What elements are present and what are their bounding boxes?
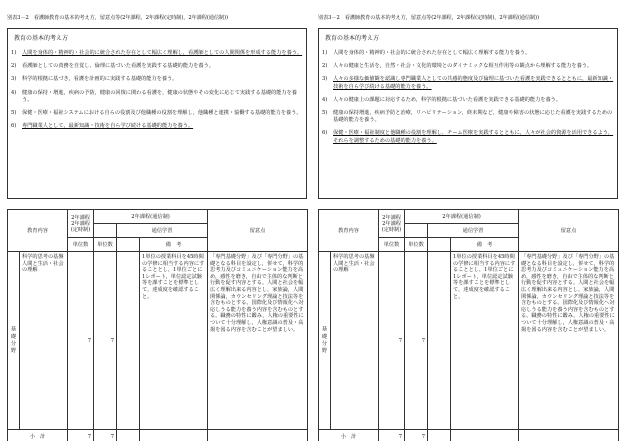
notes-cell: 「専門基礎分野」及び「専門分野」の基礎となる科目を設定し，併せて，科学的思考力及びコミュニケーション能力を高め，感性を磨き，自由で主体的な判断と行動を促す内容とする。人間と社会を幅広く理解出来る内容とし，家族論，人間関係論，カウンセリング理論と技法等を含むものとする。国際化及び情報化へ対応しうる能力を養う内容を含むものとする。職務の特性に鑑み，人権の重要性について十分理解し，人権意識の普及・高揚を図る内容を含むことが望ましい。	[208, 252, 308, 430]
blank-cell	[428, 238, 451, 252]
item-number: 4)	[322, 96, 328, 103]
header-content: 教育内容	[319, 210, 379, 252]
page-title: 別表3－2 看護師教育の基本的考え方，留意点等(2年課程，2年課程(定時制)，2年課程(通信制))	[7, 15, 228, 21]
principle-item	[322, 76, 616, 90]
box-heading: 教育の基本的考え方	[14, 35, 69, 42]
subtotal2-value: 7	[94, 430, 117, 441]
header-sub: 通信学習	[428, 224, 519, 238]
item-text: 人々の健康上の課題に対応するため，科学的根拠に基づいた看護を実践できる基礎的能力を養う。	[333, 96, 562, 103]
item-number: 2)	[322, 63, 328, 70]
principle-item	[322, 110, 616, 124]
box-heading: 教育の基本的考え方	[325, 35, 380, 42]
units2-value: 7	[94, 252, 117, 430]
units2-value: 7	[405, 252, 428, 430]
item-text: 専門職業人として，最新知識・技術を自ら学び続ける基礎的能力を養う。	[22, 123, 194, 130]
principle-item	[11, 63, 305, 70]
units-value: 7	[379, 252, 405, 430]
header-content: 教育内容	[8, 210, 68, 252]
item-number: 5)	[322, 110, 328, 117]
header-remarks: 備 考	[451, 238, 519, 252]
header-course1: 2年課程 2年課程 (定時制)	[379, 210, 405, 238]
item-text: 人々の健康と生活を，自然・社会・文化的環境とのダイナミックな相互作用等の観点から理解する能力を養う。	[333, 63, 593, 70]
header-course2: 2年課程(通信制)	[405, 210, 519, 224]
header-units: 単位数	[68, 238, 94, 252]
principles-list	[322, 50, 616, 151]
item-text: 健康の保持増進，疾病予防と治療，リハビリテーション，終末期など，健康や障害の状態に応じた看護を実践するための基礎的能力を養う。	[333, 110, 613, 124]
content-cell: 科学的思考の基盤 人間と生活・社会の理解	[331, 252, 379, 430]
blank-cell	[208, 430, 308, 441]
header-remarks: 備 考	[140, 238, 208, 252]
item-text: 保健・医療・福祉制度と他職種の役割を理解し，チーム医療を実践するとともに，人々が社会的資源を活用できるよう，それらを調整するための基礎的能力を養う。	[333, 130, 614, 144]
section-label: 基礎分野	[319, 252, 331, 430]
item-number: 1)	[322, 50, 328, 56]
principle-item	[11, 123, 305, 130]
document-left	[7, 14, 307, 441]
item-number: 2)	[11, 63, 17, 70]
item-number: 3)	[322, 76, 328, 83]
section-label: 基礎分野	[8, 252, 20, 430]
header-units2: 単位数	[405, 238, 428, 252]
principles-list	[11, 50, 305, 136]
item-text: 人間を身体的・精神的・社会的に統合された存在として幅広く理解する能力を養う。	[333, 50, 531, 56]
blank-cell	[405, 224, 428, 238]
item-number: 3)	[11, 76, 17, 83]
item-number: 1)	[11, 50, 17, 56]
content-cell: 科学的思考の基盤 人間と生活・社会の理解	[20, 252, 68, 430]
header-course2: 2年課程(通信制)	[94, 210, 208, 224]
item-text: 看護師としての責務を自覚し，倫理に基づいた看護を実践する基礎的能力を養う。	[22, 63, 214, 70]
curriculum-table	[7, 209, 308, 441]
principle-item	[11, 76, 305, 83]
blank-cell	[117, 238, 140, 252]
blank-cell	[117, 252, 140, 430]
principle-item	[322, 63, 616, 70]
principle-item	[322, 130, 616, 144]
blank-cell	[428, 252, 451, 430]
item-text: 人々の多様な価値観を認識し専門職業人としての共感的態度及び倫理に基づいた看護を実践できるとともに，最新知識・技術を自ら学び続ける基礎的能力を養う。	[333, 76, 614, 90]
blank-cell	[428, 430, 451, 441]
principles-box	[318, 28, 618, 199]
header-course1: 2年課程 2年課程 (定時制)	[68, 210, 94, 238]
units-value: 7	[68, 252, 94, 430]
header-units: 単位数	[379, 238, 405, 252]
blank-cell	[94, 224, 117, 238]
page-title: 別表3－2 看護師教育の基本的考え方，留意点等(2年課程，2年課程(定時制)，2年課程(通信制))	[318, 15, 539, 21]
principles-box	[7, 28, 307, 199]
principle-item	[11, 90, 305, 104]
blank-cell	[140, 430, 208, 441]
item-number: 6)	[11, 123, 17, 130]
principle-item	[322, 97, 616, 104]
subtotal-label: 小 計	[8, 430, 68, 441]
item-text: 保健・医療・福祉システムにおける自らの役割及び他職種の役割を理解し，他職種と連携・協働する基礎的能力を養う。	[22, 110, 302, 117]
remarks-cell: 1単位の授業科目を45時間の学修に相当する内容にすることとし，1単位ごとに1レポート，単位認定試験等を課すことを標準として，達成度を確認すること。	[140, 252, 208, 430]
principle-item	[11, 50, 305, 57]
subtotal-value: 7	[379, 430, 405, 441]
document-right	[318, 14, 618, 441]
header-notes: 留意点	[208, 210, 308, 252]
curriculum-table	[318, 209, 619, 441]
blank-cell	[519, 430, 619, 441]
item-number: 6)	[322, 130, 328, 137]
item-text: 科学的根拠に基づき，看護を計画的に実践する基礎的能力を養う。	[22, 76, 178, 83]
remarks-cell: 1単位の授業科目を45時間の学修に相当する内容にすることとし，1単位ごとに1レポート，単位認定試験等を課すことを標準として，達成度を確認すること。	[451, 252, 519, 430]
item-text: 人間を身体的・精神的・社会的に統合された存在として幅広く理解し，看護師としての人間関係を形成する能力を養う。	[22, 50, 303, 56]
header-notes: 留意点	[519, 210, 619, 252]
header-units2: 単位数	[94, 238, 117, 252]
header-sub: 通信学習	[117, 224, 208, 238]
notes-cell: 「専門基礎分野」及び「専門分野」の基礎となる科目を設定し，併せて，科学的思考力及びコミュニケーション能力を高め，感性を磨き，自由で主体的な判断と行動を促す内容とする。人間と社会を幅広く理解出来る内容とし，家族論，人間関係論，カウンセリング理論と技法等を含むものとする。国際化及び情報化へ対応しうる能力を養う内容を含むものとする。職務の特性に鑑み，人権の重要性について十分理解し，人権意識の普及・高揚を図る内容を含むことが望ましい。	[519, 252, 619, 430]
subtotal-label: 小 計	[319, 430, 379, 441]
subtotal-value: 7	[68, 430, 94, 441]
principle-item	[11, 110, 305, 117]
blank-cell	[117, 430, 140, 441]
item-number: 5)	[11, 110, 17, 117]
subtotal2-value: 7	[405, 430, 428, 441]
item-text: 健康の保持・増進，疾病の予防，健康の回復に関わる看護を，健康の状態やその変化に応じて実践する基礎的能力を養う。	[22, 89, 297, 103]
blank-cell	[451, 430, 519, 441]
principle-item	[322, 50, 616, 57]
item-number: 4)	[11, 89, 17, 96]
